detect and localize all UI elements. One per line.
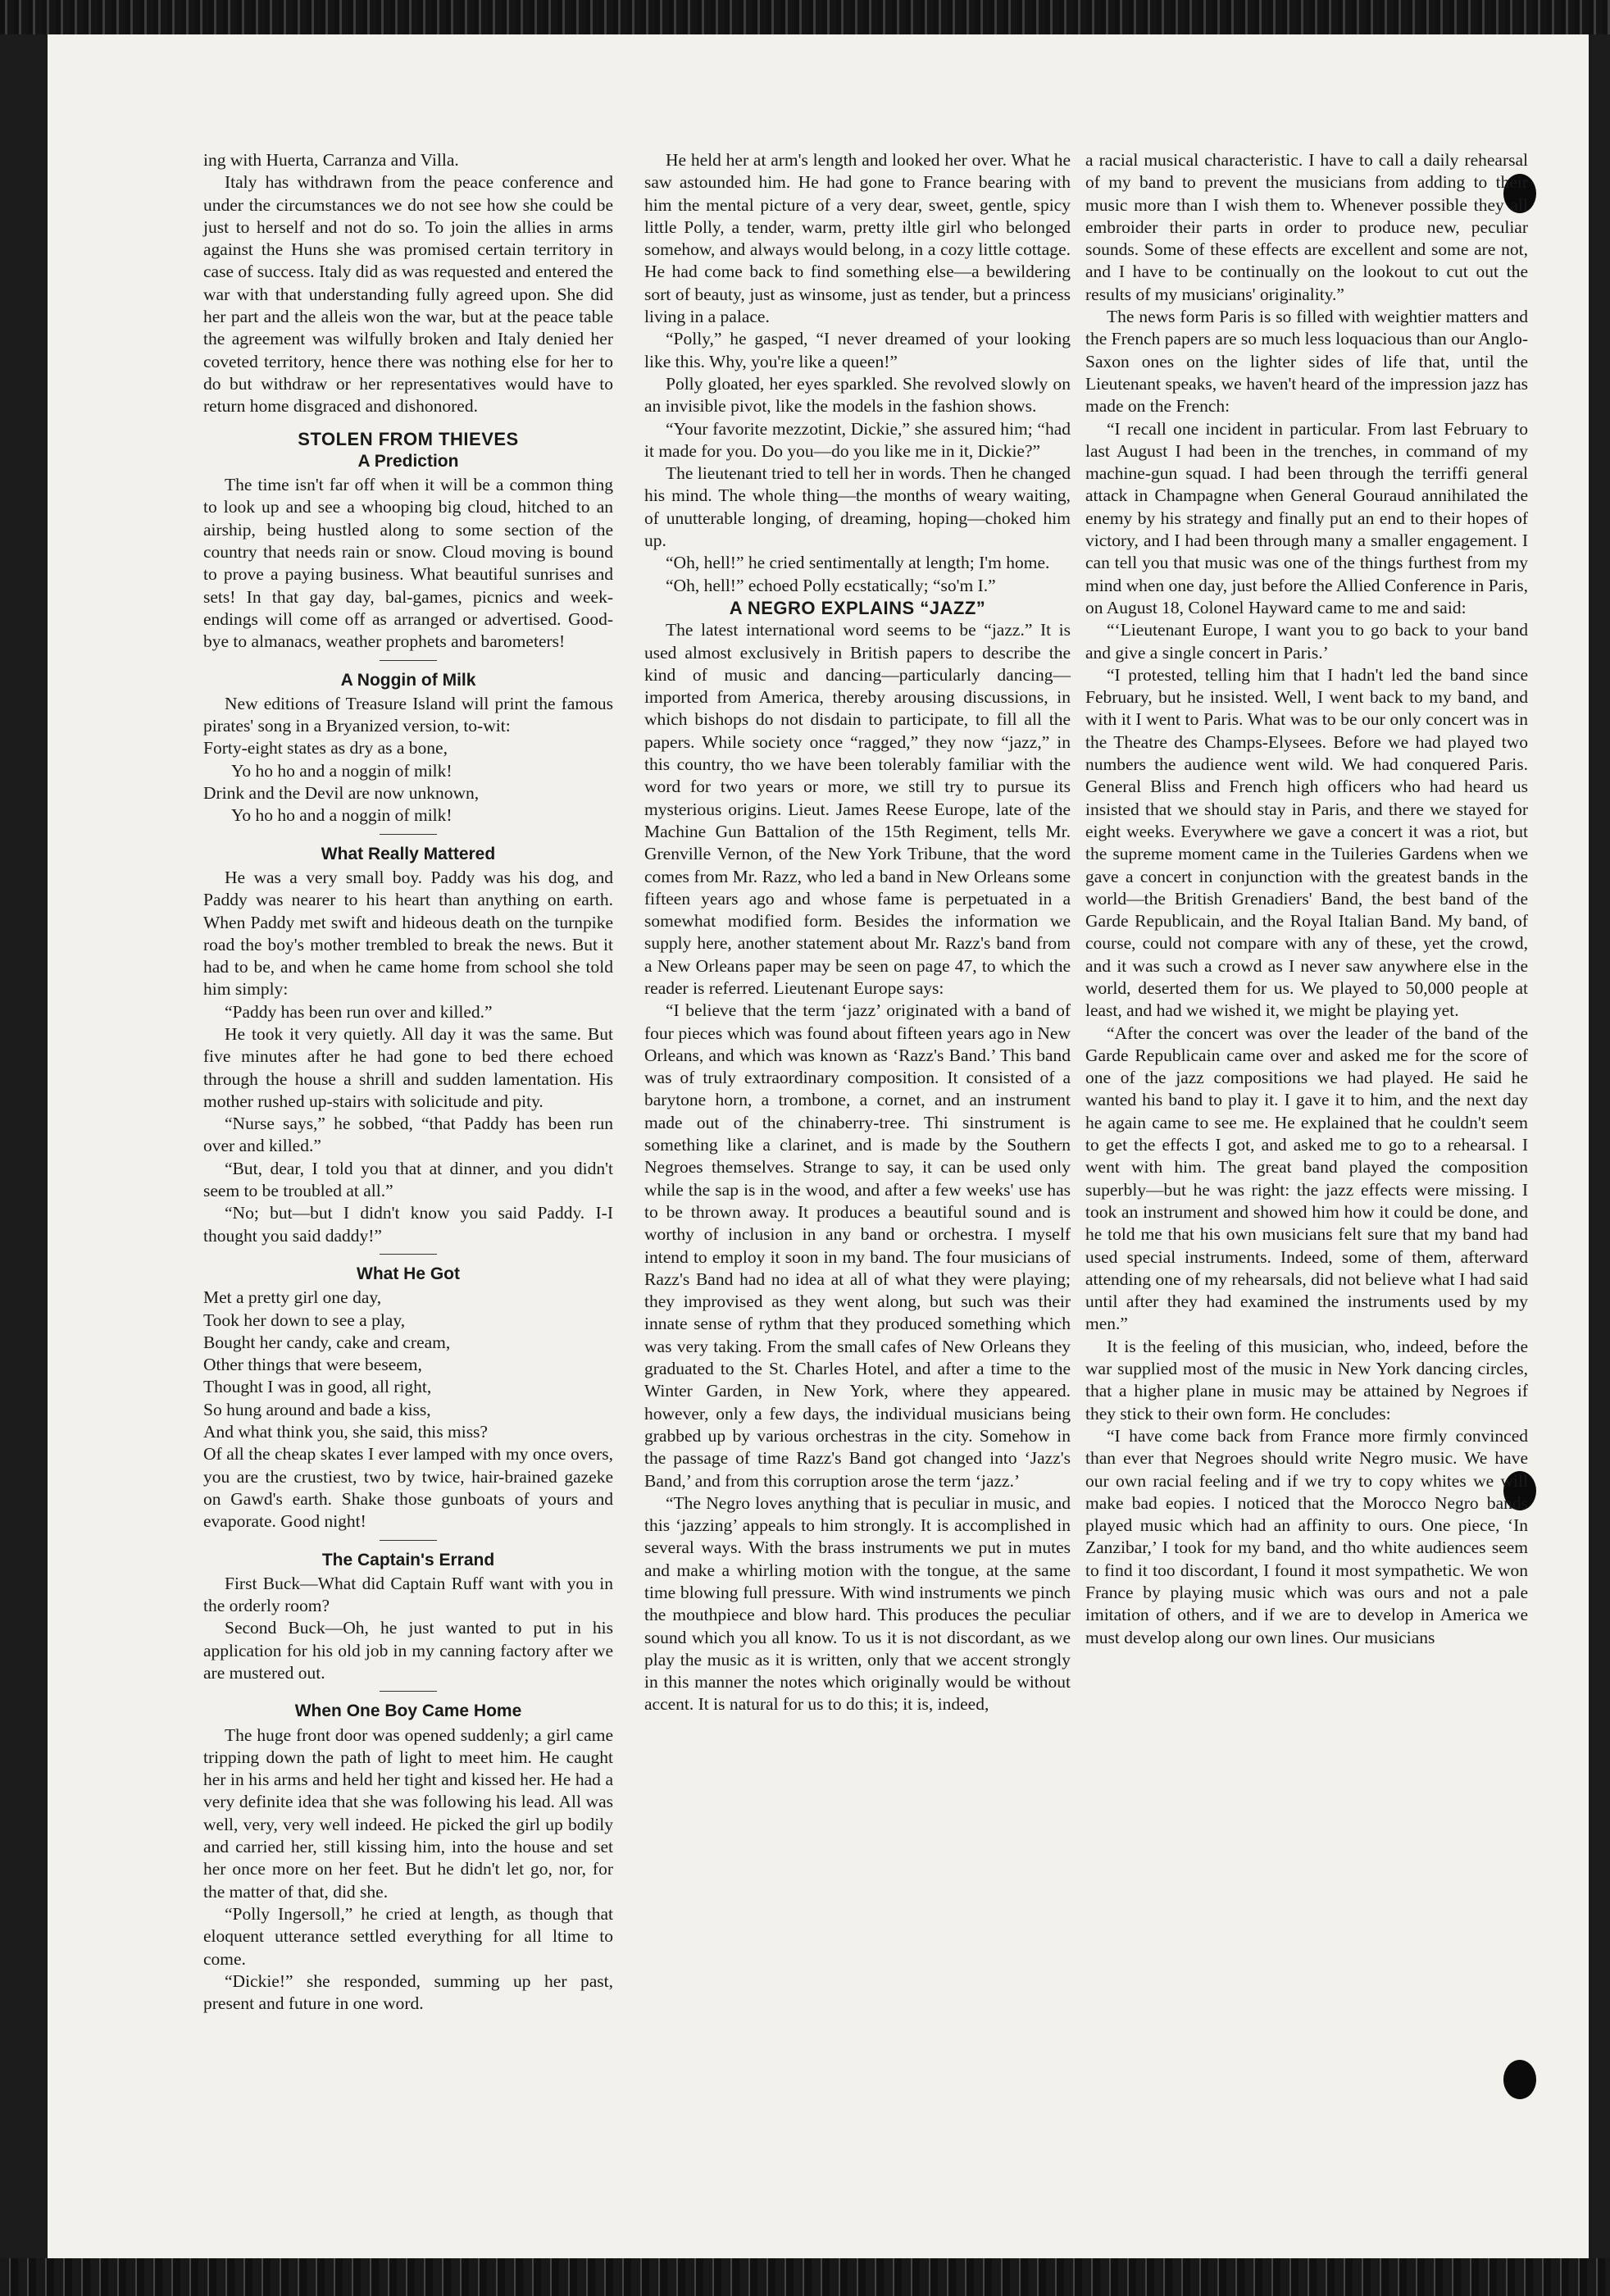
column-right <box>1085 149 1528 1649</box>
divider <box>380 1254 437 1255</box>
divider <box>380 1540 437 1541</box>
paragraph: “‘Lieutenant Europe, I want you to go back to your band and give a single concert in Paris.’ <box>1085 620 1528 663</box>
punch-hole-bottom <box>1503 2060 1536 2099</box>
paragraph: He held her at arm's length and looked her over. What he saw astounded him. He had gone to France bearing with him the mental picture of a very dear, sweet, gentle, spicy little Polly, a tender, warm, pretty iltle girl who belonged somehow, and always would belong, in a cozy little cottage. He had come back to find something else—a bewildering sort of beauty, just as winsome, just as tender, but a princess living in a palace. <box>644 150 1071 327</box>
paragraph: “Oh, hell!” he cried sentimentally at length; I'm home. <box>666 553 1050 573</box>
article-title-mattered: What Really Mattered <box>321 844 496 863</box>
verse-block <box>203 1287 613 1443</box>
paragraph: “After the concert was over the leader of the band of the Garde Republicain came over and asked me for the score of one of the jazz compositions we had played. He said he wanted his band to play it. I gave it to him, and the next day he again came to see me. He explained that he couldn't seem to get the effects I got, and asked me to go to a rehearsal. I went with him. The great band played the composition superbly—but he was right: the jazz effects were missing. I took an instrument and showed him how it could be done, and he told me that his own musicians felt sure that my band had used special instruments. Indeed, some of them, afterward attending one of my rehearsals, did not believe what I had said until after they had examined the instruments used by my men.” <box>1085 1023 1528 1334</box>
verse-line: Drink and the Devil are now unknown, <box>203 783 480 804</box>
article-title-what-he-got: What He Got <box>357 1264 460 1283</box>
paragraph: a racial musical characteristic. I have to call a daily rehearsal of my band to prevent the musicians from adding to their music more than I wish them to. Whenever possible they all embroider their parts in order to produce new, peculiar sounds. Some of these effects are excellent and some are not, and I have to be continually on the lookout to cut out the results of my musicians' originality.” <box>1085 150 1528 304</box>
paragraph: Italy has withdrawn from the peace conference and under the circumstances we do not see how she could be just to herself and not do so. To join the allies in arms against the Huns she was promised certain territory in case of success. Italy did as was requested and entered the war with that understanding fully agreed upon. She did her part and the alleis won the war, but at the peace table the agreement was wilfully broken and Italy denied her coveted territory, hence there was nothing else for her to do but withdraw or her representatives would have to return home disgraced and dishonored. <box>203 172 613 417</box>
paragraph: The lieutenant tried to tell her in words. Then he changed his mind. The whole thing—the months of weary waiting, of unutterable longing, of dreaming, hoping—choked him up. <box>644 463 1071 551</box>
paragraph: “The Negro loves anything that is peculiar in music, and this ‘jazzing’ appeals to him strongly. It is accomplished in several ways. With the brass instruments we put in mutes and make a whirling motion with the tongue, at the same time blowing full pressure. With wind instruments we pinch the mouthpiece and blow hard. This produces the peculiar sound which you all know. To us it is not discordant, as we play the music as it is written, only that we accent strongly in this manner the notes which originally would be without accent. It is natural for us to do this; it is, indeed, <box>644 1492 1071 1715</box>
paragraph: “I protested, telling him that I hadn't led the band since February, but he insisted. Well, I went back to my band, and with it I went to Paris. What was to be our only concert was in the Theatre des Champs-Elysees. Before we had played two numbers the audience went wild. We had conquered Paris. General Bliss and French high officers who had heard us insisted that we should stay in Paris, and there we stayed for eight weeks. Everywhere we gave a concert it was a riot, but the supreme moment came in the Tuileries Gardens when we gave a concert in conjunction with the greatest bands in the world—the British Grenadiers' Band, the best band of the Garde Republicain, and the Royal Italian Band. My band, of course, could not compare with any of these, yet the crowd, and it was such a crowd as I never saw anywhere else in the world, deserted them for us. We played to 50,000 people at least, and had we wished it, we might be playing yet. <box>1085 664 1528 1021</box>
paragraph: “Polly Ingersoll,” he cried at length, as though that eloquent utterance settled everything for all ltime to come. <box>203 1903 613 1969</box>
paragraph: The time isn't far off when it will be a common thing to look up and see a whooping big cloud, hitched to an airship, being hustled along to some section of the country that needs rain or snow. Cloud moving is bound to prove a paying business. What beautiful sunrises and sets! In that gay day, bal-games, picnics and week-endings will come off as arranged or advertised. Good-bye to almanacs, weather prophets and barometers! <box>203 475 613 652</box>
paragraph: He was a very small boy. Paddy was his dog, and Paddy was nearer to his heart than anything on earth. When Paddy met swift and hideous death on the turnpike road the boy's mother trembled to break the news. But it had to be, and when he came home from school she told him simply: <box>203 867 613 1000</box>
newspaper-page <box>48 34 1589 2258</box>
paragraph: It is the feeling of this musician, who, indeed, before the war supplied most of the music in New York dancing circles, that a higher plane in music may be attained by Negroes if they stick to their own form. He concludes: <box>1085 1336 1528 1424</box>
column-middle <box>644 149 1071 1716</box>
paragraph: New editions of Treasure Island will print the famous pirates' song in a Bryanized version, to-wit: <box>203 693 613 736</box>
paragraph: Second Buck—Oh, he just wanted to put in his application for his old job in my canning factory after we are mustered out. <box>203 1618 613 1683</box>
section-heading-stolen-from-thieves: STOLEN FROM THIEVES <box>298 428 519 449</box>
article-title-negro-explains-jazz: A NEGRO EXPLAINS “JAZZ” <box>729 597 986 618</box>
article-title-prediction: A Prediction <box>357 451 459 471</box>
paragraph: The huge front door was opened suddenly; a girl came tripping down the path of light to meet him. He caught her in his arms and held her tight and kissed her. He had a very definite idea that she was following his lead. All was well, very, very well indeed. He picked the girl up bodily and carried her, still kissing him, into the house and set her once more on her feet. But he didn't let go, nor, for the matter of that, did she. <box>203 1724 613 1902</box>
verse-line: Yo ho ho and a noggin of milk! <box>231 805 453 826</box>
paragraph: Of all the cheap skates I ever lamped with my once overs, you are the crustiest, two by twice, hair-brained gazeke on Gawd's earth. Shake those gunboats of yours and evaporate. Good night! <box>203 1444 613 1532</box>
verse-line: Took her down to see a play, <box>203 1310 406 1330</box>
article-title-captains-errand: The Captain's Errand <box>321 1550 495 1569</box>
paragraph: “I recall one incident in particular. From last February to last August I had been in the trenches, in command of my machine-gun squad. I had been through the terriffi general attack in Champagne when General Gouraud annihilated the enemy by his strategy and finally put an end to their hopes of victory, and I had been through many a smaller engagement. I can tell you that music was one of the things furthest from my mind when one day, just before the Allied Conference in Paris, on August 18, Colonel Hayward came to me and said: <box>1085 418 1528 617</box>
paragraph: “But, dear, I told you that at dinner, and you didn't seem to be troubled at all.” <box>203 1158 613 1201</box>
column-left <box>203 149 613 2015</box>
verse-line: Yo ho ho and a noggin of milk! <box>231 760 453 781</box>
verse-line: Other things that were beseem, <box>203 1355 422 1375</box>
paragraph: “I believe that the term ‘jazz’ originated with a band of four pieces which was found about fifteen years ago in New Orleans, and which was known as ‘Razz's Band.’ This band was of truly extraordinary composition. It consisted of a barytone horn, a trombone, a cornet, and an instrument made out of the chinaberry-tree. Thi sinstrument is something like a clarinet, and is made by the Southern Negroes themselves. Strange to say, it can be used only while the sap is in the wood, and after a few weeks' use has to be thrown away. It produces a beautiful sound and is worthy of inclusion in any band or orchestra. I myself intend to employ it soon in my band. The four musicians of Razz's Band had no idea at all of what they were playing; they improvised as they went along, but such was their innate sense of rythm that they produced something which was very taking. From the small cafes of New Orleans they graduated to the St. Charles Hotel, and after a time to the Winter Garden, in New York, where they appeared. however, only a few days, the individual musicians being grabbed up by various orchestras in the city. Somehow in the passage of time Razz's Band got changed into ‘Jazz's Band,’ and from this corruption arose the term ‘jazz.’ <box>644 1000 1071 1491</box>
paragraph: “Oh, hell!” echoed Polly ecstatically; “so'm I.” <box>666 575 996 595</box>
paragraph: “No; but—but I didn't know you said Paddy. I-I thought you said daddy!” <box>203 1203 613 1246</box>
paragraph: “I have come back from France more firmly convinced than ever that Negroes should write Negro music. We have our own racial feeling and if we try to copy whites we will make bad eopies. I noticed that the Morocco Negro bands played music which had an affinity to ours. One piece, ‘In Zanzibar,’ I took for my band, and tho white audiences seem to find it too discordant, I found it most sympathetic. We won France by playing music which was ours and not a pale imitation of others, and if we are to develop in America we must develop along our own lines. Our musicians <box>1085 1425 1528 1647</box>
paragraph: ing with Huerta, Carranza and Villa. <box>203 150 459 170</box>
paragraph: “Your favorite mezzotint, Dickie,” she assured him; “had it made for you. Do you—do you like me in it, Dickie?” <box>644 418 1071 461</box>
paragraph: The latest international word seems to be “jazz.” It is used almost exclusively in British papers to describe the kind of music and dancing—particularly dancing—imported from America, thereby arousing discussions, in which bishops do not disdain to participate, to fill all the papers. While society once “ragged,” they now “jazz,” in this country, tho we have been tolerably familiar with the word for two years or more, we still try to pursue its mysterious origins. Lieut. James Reese Europe, late of the Machine Gun Battalion of the 15th Regiment, tells Mr. Grenville Vernon, of the New York Tribune, that the word comes from Mr. Razz, who led a band in New Orleans some fifteen years ago and whose fame is perpetuated in a somewhat modified form. Besides the information we supply here, another statement about Mr. Razz's band from a New Orleans paper may be seen on page 47, to which the reader is referred. Lieutenant Europe says: <box>644 620 1071 998</box>
verse-line: Thought I was in good, all right, <box>203 1377 432 1397</box>
verse-line: Forty-eight states as dry as a bone, <box>203 738 448 758</box>
scan-top-edge <box>0 0 1610 34</box>
verse-line: Met a pretty girl one day, <box>203 1287 382 1308</box>
paragraph: Polly gloated, her eyes sparkled. She revolved slowly on an invisible pivot, like the models in the fashion shows. <box>644 373 1071 417</box>
article-title-noggin: A Noggin of Milk <box>340 670 476 690</box>
divider <box>380 1691 437 1692</box>
verse-block <box>203 737 613 827</box>
verse-line: So hung around and bade a kiss, <box>203 1399 431 1419</box>
article-title-boy-came-home: When One Boy Came Home <box>294 1702 522 1721</box>
verse-line: Bought her candy, cake and cream, <box>203 1332 451 1352</box>
paragraph: First Buck—What did Captain Ruff want with you in the orderly room? <box>203 1573 613 1616</box>
scan-bottom-edge <box>0 2258 1610 2296</box>
divider <box>380 660 437 661</box>
paragraph: “Paddy has been run over and killed.” <box>225 1001 493 1022</box>
paragraph: The news form Paris is so filled with weightier matters and the French papers are so much less loquacious than our Anglo-Saxon ones on the lighter sides of life that, until the Lieutenant speaks, we haven't heard of the impression jazz has made on the French: <box>1085 307 1528 417</box>
paragraph: He took it very quietly. All day it was the same. But five minutes after he had gone to bed there echoed through the house a shrill and sudden lamentation. His mother rushed up-stairs with solicitude and pity. <box>203 1023 613 1111</box>
paragraph: “Polly,” he gasped, “I never dreamed of your looking like this. Why, you're like a queen!” <box>644 329 1071 371</box>
paragraph: “Dickie!” she responded, summing up her past, present and future in one word. <box>203 1970 613 2014</box>
divider <box>380 834 437 835</box>
paragraph: “Nurse says,” he sobbed, “that Paddy has been run over and killed.” <box>203 1114 613 1156</box>
verse-line: And what think you, she said, this miss? <box>203 1422 488 1442</box>
